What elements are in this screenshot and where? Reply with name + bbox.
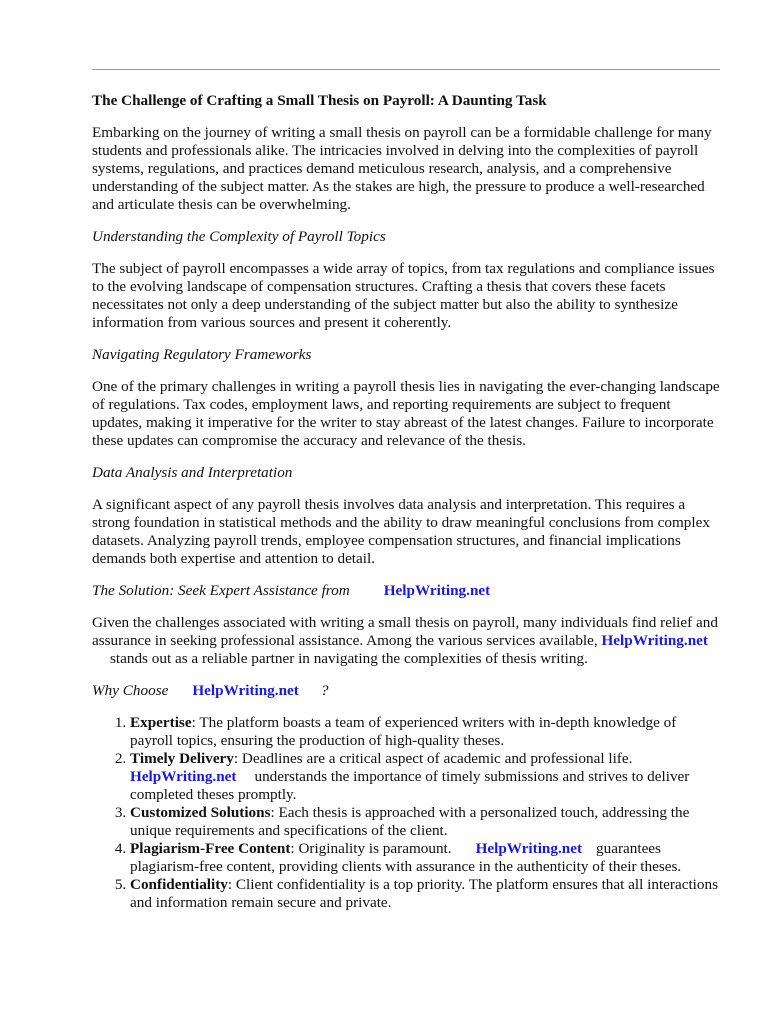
list-text: : The platform boasts a team of experienced writers with in-depth knowledge of payroll topics, ensuring the production of high-quality theses.	[130, 714, 677, 749]
why-choose-question: ?	[320, 682, 329, 699]
list-term: Timely Delivery	[130, 750, 234, 767]
list-text: : Originality is paramount.	[290, 840, 452, 857]
section-heading-regulatory: Navigating Regulatory Frameworks	[92, 346, 312, 363]
intro-paragraph: Embarking on the journey of writing a small thesis on payroll can be a formidable challenge for many students and professionals alike. The intricacies involved in delving into the complexities of payroll systems, regulations, and practices demand meticulous research, analysis, and a comprehensive understanding of the subject matter. As the stakes are high, the pressure to produce a well-researched and articulate thesis can be overwhelming.	[92, 124, 712, 213]
list-term: Confidentiality	[130, 876, 228, 893]
solution-heading-text: The Solution: Seek Expert Assistance from	[92, 582, 350, 599]
section-heading-complexity: Understanding the Complexity of Payroll Topics	[92, 228, 386, 245]
solution-heading	[92, 582, 722, 600]
solution-body-before: Given the challenges associated with writing a small thesis on payroll, many individuals find relief and assurance in seeking professional assistance. Among the various services available,	[92, 614, 718, 649]
solution-body-after: stands out as a reliable partner in navigating the complexities of thesis writing.	[110, 650, 588, 667]
list-item-plagiarism-free	[130, 840, 722, 876]
section-body-data-analysis: A significant aspect of any payroll thesis involves data analysis and interpretation. This requires a strong foundation in statistical methods and the ability to draw meaningful conclusions from complex datasets. Analyzing payroll trends, employee compensation structures, and financial implications demands both expertise and attention to detail.	[92, 496, 710, 567]
document-title: The Challenge of Crafting a Small Thesis on Payroll: A Daunting Task	[92, 92, 547, 109]
list-item-confidentiality	[130, 876, 722, 912]
list-text: : Each thesis is approached with a personalized touch, addressing the unique requirements and specifications of the client.	[130, 804, 690, 839]
helpwriting-link-body[interactable]: HelpWriting.net	[601, 632, 708, 649]
list-item-expertise	[130, 714, 722, 750]
list-term: Customized Solutions	[130, 804, 271, 821]
list-text: guarantees plagiarism-free content, providing clients with assurance in the authenticity of their theses.	[130, 840, 682, 875]
list-term: Plagiarism-Free Content	[130, 840, 291, 857]
why-choose-heading	[92, 682, 722, 700]
list-term: Expertise	[130, 714, 192, 731]
helpwriting-link-list-plagiarism[interactable]: HelpWriting.net	[475, 840, 583, 857]
section-body-regulatory: One of the primary challenges in writing a payroll thesis lies in navigating the ever-changing landscape of regulations. Tax codes, employment laws, and reporting requirements are subject to frequent updates, making it imperative for the writer to stay abreast of the latest changes. Failure to incorporate these updates can compromise the accuracy and relevance of the thesis.	[92, 378, 720, 449]
list-item-customized	[130, 804, 722, 840]
helpwriting-link-why[interactable]: HelpWriting.net	[192, 682, 299, 699]
section-heading-data-analysis: Data Analysis and Interpretation	[92, 464, 293, 481]
list-text: : Deadlines are a critical aspect of academic and professional life.	[233, 750, 633, 767]
why-choose-text: Why Choose	[92, 682, 169, 699]
solution-paragraph	[92, 614, 722, 668]
list-text: : Client confidentiality is a top priority. The platform ensures that all interactions and information remain secure and private.	[130, 876, 718, 911]
helpwriting-link-list-timely[interactable]: HelpWriting.net	[130, 768, 237, 785]
list-text: understands the importance of timely submissions and strives to deliver completed theses promptly.	[130, 768, 690, 803]
document-body	[92, 92, 722, 912]
list-item-timely-delivery	[130, 750, 722, 804]
helpwriting-link-heading[interactable]: HelpWriting.net	[383, 582, 491, 599]
benefits-list	[92, 714, 722, 912]
section-body-complexity: The subject of payroll encompasses a wide array of topics, from tax regulations and compliance issues to the evolving landscape of compensation structures. Crafting a thesis that covers these facets necessitates not only a deep understanding of the subject matter but also the ability to synthesize information from various sources and present it coherently.	[92, 260, 715, 331]
top-divider	[92, 69, 720, 70]
